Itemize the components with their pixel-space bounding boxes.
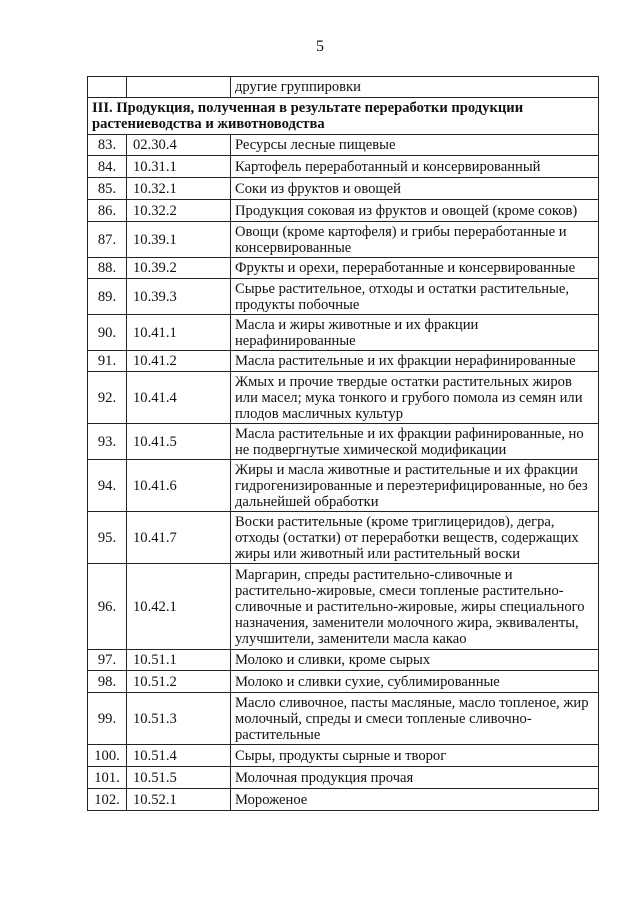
row-number: 97.	[88, 650, 127, 671]
table-row	[88, 424, 599, 460]
table-row	[88, 279, 599, 315]
product-name: Молочная продукция прочая	[231, 767, 599, 789]
product-name: Масла и жиры животные и их фракции нерафинированные	[231, 315, 599, 351]
table-row	[88, 564, 599, 650]
product-name: Маргарин, спреды растительно-сливочные и растительно-жировые, смеси топленые растительно-сливочные и растительно-жировые, жиры специального назначения, заменители молочного жира, эквиваленты, улучшители, заменители масла какао	[231, 564, 599, 650]
okpd-code: 10.39.1	[127, 222, 231, 258]
table-row	[88, 745, 599, 767]
row-number: 94.	[88, 460, 127, 512]
okpd-code: 10.41.2	[127, 351, 231, 372]
product-name: Молоко и сливки сухие, сублимированные	[231, 671, 599, 693]
table-row	[88, 258, 599, 279]
table-row	[88, 372, 599, 424]
section-header-row	[88, 98, 599, 135]
okpd-code: 10.51.3	[127, 693, 231, 745]
row-number: 95.	[88, 512, 127, 564]
okpd-code: 10.52.1	[127, 789, 231, 811]
table-row	[88, 693, 599, 745]
okpd-code: 10.41.5	[127, 424, 231, 460]
table-row	[88, 650, 599, 671]
okpd-code: 10.51.4	[127, 745, 231, 767]
okpd-code: 10.39.2	[127, 258, 231, 279]
product-name: Сырье растительное, отходы и остатки растительные, продукты побочные	[231, 279, 599, 315]
product-name: Масло сливочное, пасты масляные, масло топленое, жир молочный, спреды и смеси топленые сливочно-растительные	[231, 693, 599, 745]
table-row	[88, 460, 599, 512]
row-number: 99.	[88, 693, 127, 745]
row-number: 83.	[88, 135, 127, 156]
product-table	[87, 76, 599, 811]
row-number: 101.	[88, 767, 127, 789]
row-number: 85.	[88, 178, 127, 200]
table-row	[88, 767, 599, 789]
product-name: Овощи (кроме картофеля) и грибы переработанные и консервированные	[231, 222, 599, 258]
row-number	[88, 77, 127, 98]
table-row	[88, 315, 599, 351]
section-title: III. Продукция, полученная в результате переработки продукции растениеводства и животноводства	[88, 98, 599, 135]
okpd-code: 10.41.4	[127, 372, 231, 424]
row-number: 86.	[88, 200, 127, 222]
okpd-code: 10.51.1	[127, 650, 231, 671]
okpd-code	[127, 77, 231, 98]
table-row	[88, 789, 599, 811]
product-name: Мороженое	[231, 789, 599, 811]
table-row	[88, 178, 599, 200]
product-name: Ресурсы лесные пищевые	[231, 135, 599, 156]
row-number: 96.	[88, 564, 127, 650]
product-name: Жиры и масла животные и растительные и их фракции гидрогенизированные и переэтерифицированные, но без дальнейшей обработки	[231, 460, 599, 512]
row-number: 84.	[88, 156, 127, 178]
product-name: Сыры, продукты сырные и творог	[231, 745, 599, 767]
table-row	[88, 671, 599, 693]
product-name: Картофель переработанный и консервированный	[231, 156, 599, 178]
row-number: 93.	[88, 424, 127, 460]
row-number: 100.	[88, 745, 127, 767]
okpd-code: 10.51.5	[127, 767, 231, 789]
okpd-code: 10.32.1	[127, 178, 231, 200]
okpd-code: 10.42.1	[127, 564, 231, 650]
product-name: Воски растительные (кроме триглицеридов), дегра, отходы (остатки) от переработки веществ, содержащих жиры или животный или растительный воски	[231, 512, 599, 564]
okpd-code: 02.30.4	[127, 135, 231, 156]
table-row	[88, 351, 599, 372]
product-name: Фрукты и орехи, переработанные и консервированные	[231, 258, 599, 279]
product-name: Масла растительные и их фракции нерафинированные	[231, 351, 599, 372]
product-name: Масла растительные и их фракции рафинированные, но не подвергнутые химической модификации	[231, 424, 599, 460]
okpd-code: 10.41.1	[127, 315, 231, 351]
row-number: 102.	[88, 789, 127, 811]
table-row	[88, 135, 599, 156]
okpd-code: 10.41.6	[127, 460, 231, 512]
okpd-code: 10.31.1	[127, 156, 231, 178]
product-name: Молоко и сливки, кроме сырых	[231, 650, 599, 671]
product-name: Соки из фруктов и овощей	[231, 178, 599, 200]
table-row	[88, 512, 599, 564]
table-row	[88, 77, 599, 98]
okpd-code: 10.41.7	[127, 512, 231, 564]
product-table-body	[88, 77, 599, 811]
row-number: 91.	[88, 351, 127, 372]
row-number: 90.	[88, 315, 127, 351]
product-name: Жмых и прочие твердые остатки растительных жиров или масел; мука тонкого и грубого помола из семян или плодов масличных культур	[231, 372, 599, 424]
row-number: 98.	[88, 671, 127, 693]
page-number: 5	[316, 38, 324, 55]
okpd-code: 10.32.2	[127, 200, 231, 222]
table-row	[88, 222, 599, 258]
row-number: 92.	[88, 372, 127, 424]
okpd-code: 10.51.2	[127, 671, 231, 693]
table-row	[88, 200, 599, 222]
product-name: Продукция соковая из фруктов и овощей (кроме соков)	[231, 200, 599, 222]
row-number: 89.	[88, 279, 127, 315]
row-number: 88.	[88, 258, 127, 279]
okpd-code: 10.39.3	[127, 279, 231, 315]
table-row	[88, 156, 599, 178]
product-name: другие группировки	[231, 77, 599, 98]
row-number: 87.	[88, 222, 127, 258]
